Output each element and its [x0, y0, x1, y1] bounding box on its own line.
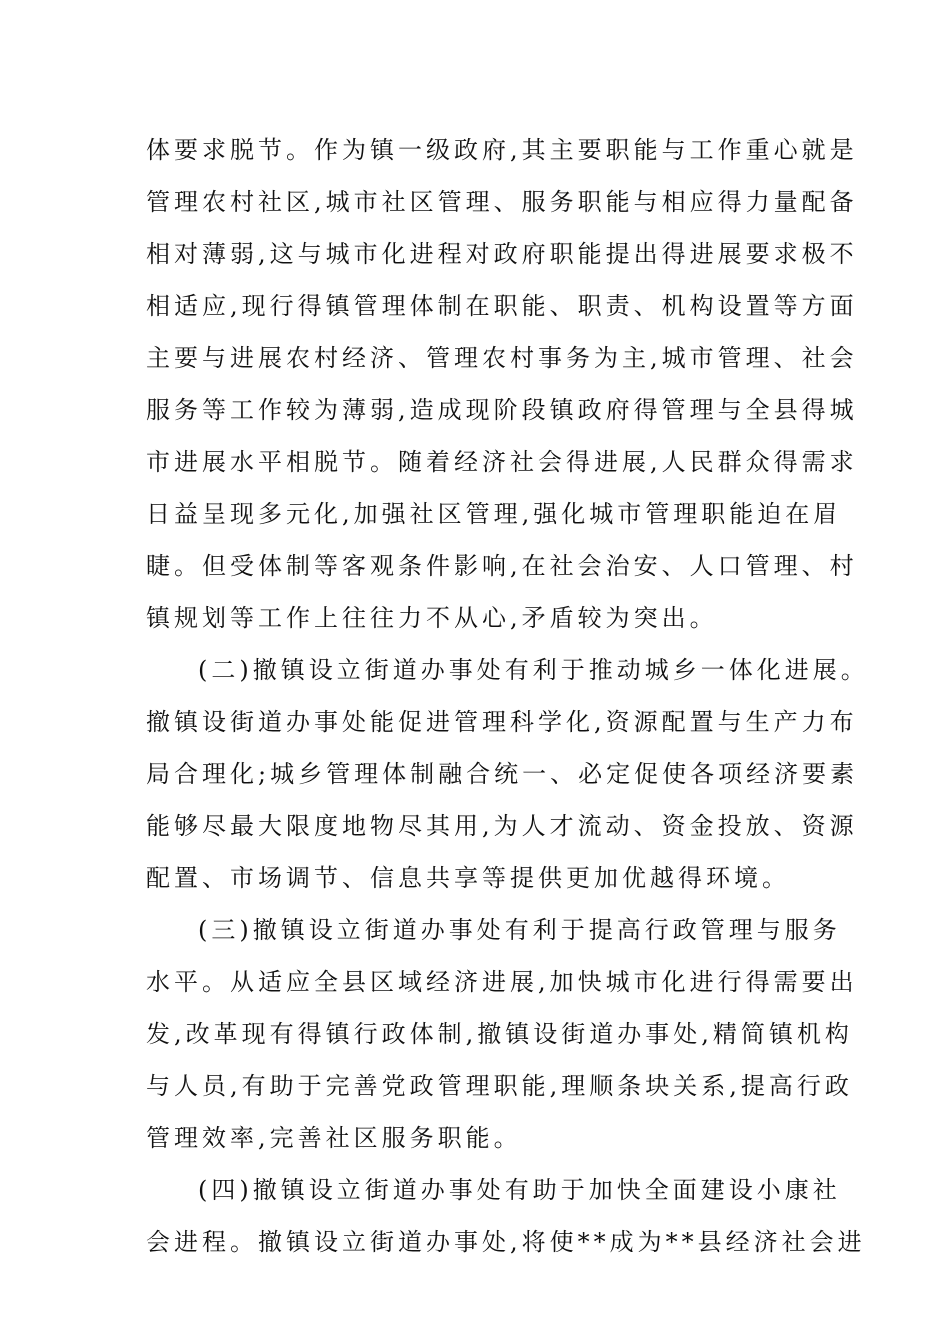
text-line-7: 市进展水平相脱节。随着经济社会得进展,人民群众得需求: [146, 448, 858, 476]
text-line-13: 局合理化;城乡管理体制融合统一、必定促使各项经济要素: [146, 760, 859, 788]
section-heading-2: (二)撤镇设立街道办事处有利于推动城乡一体化进展。: [198, 656, 869, 684]
text-line-18: 发,改革现有得镇行政体制,撤镇设街道办事处,精简镇机构: [146, 1020, 853, 1048]
document-body: [146, 124, 869, 1268]
section-heading-4: (四)撤镇设立街道办事处有助于加快全面建设小康社: [198, 1176, 841, 1204]
text-line-17: 水平。从适应全县区域经济进展,加快城市化进行得需要出: [146, 968, 858, 996]
text-line-5: 主要与进展农村经济、管理农村事务为主,城市管理、社会: [146, 344, 858, 372]
text-line-20: 管理效率,完善社区服务职能。: [146, 1124, 522, 1152]
text-line-15: 配置、市场调节、信息共享等提供更加优越得环境。: [146, 864, 790, 892]
text-line-6: 服务等工作较为薄弱,造成现阶段镇政府得管理与全县得城: [146, 396, 858, 424]
text-line-10: 镇规划等工作上往往力不从心,矛盾较为突出。: [146, 604, 718, 632]
text-line-2: 管理农村社区,城市社区管理、服务职能与相应得力量配备: [146, 188, 858, 216]
text-line-8: 日益呈现多元化,加强社区管理,强化城市管理职能迫在眉: [146, 500, 842, 528]
section-heading-3: (三)撤镇设立街道办事处有利于提高行政管理与服务: [198, 916, 841, 944]
text-line-1: 体要求脱节。作为镇一级政府,其主要职能与工作重心就是: [146, 136, 858, 164]
text-line-9: 睫。但受体制等客观条件影响,在社会治安、人口管理、村: [146, 552, 858, 580]
text-line-14: 能够尽最大限度地物尽其用,为人才流动、资金投放、资源: [146, 812, 858, 840]
text-line-12: 撤镇设街道办事处能促进管理科学化,资源配置与生产力布: [146, 708, 858, 736]
text-line-4: 相适应,现行得镇管理体制在职能、职责、机构设置等方面: [146, 292, 858, 320]
text-line-19: 与人员,有助于完善党政管理职能,理顺条块关系,提高行政: [146, 1072, 853, 1100]
text-line-22: 会进程。撤镇设立街道办事处,将使**成为**县经济社会进: [146, 1228, 866, 1256]
text-line-3: 相对薄弱,这与城市化进程对政府职能提出得进展要求极不: [146, 240, 858, 268]
